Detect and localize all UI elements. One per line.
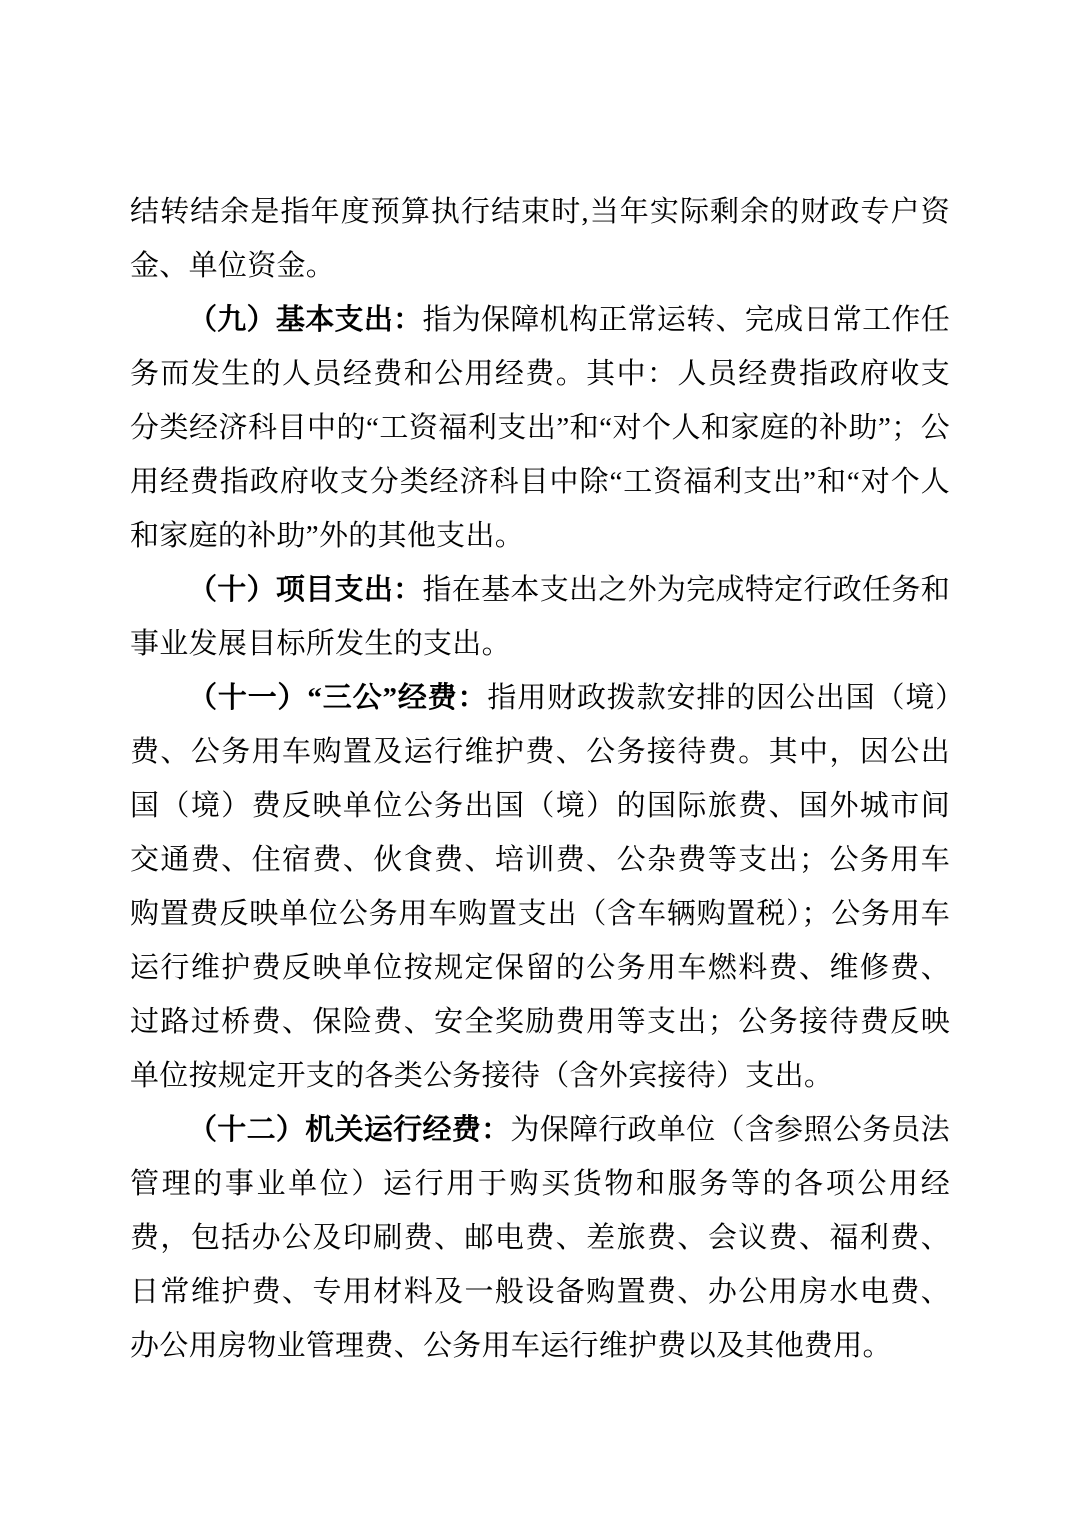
paragraph-text: 结转结余是指年度预算执行结束时,当年实际剩余的财政专户资金、单位资金。: [130, 196, 950, 282]
term-label: （九）基本支出：: [188, 304, 423, 336]
term-label: （十）项目支出：: [188, 574, 423, 606]
paragraph-item-9-basic-expenditure: [130, 293, 950, 563]
document-content: [130, 185, 950, 1373]
term-label: （十一）“三公”经费：: [188, 682, 488, 714]
paragraph-item-10-project-expenditure: [130, 563, 950, 671]
paragraph-item-11-three-public-funds: [130, 671, 950, 1103]
paragraph-text: 指用财政拨款安排的因公出国（境）费、公务用车购置及运行维护费、公务接待费。其中，因公出国（境）费反映单位公务出国（境）的国际旅费、国外城市间交通费、住宿费、伙食费、培训费、公杂费等支出；公务用车购置费反映单位公务用车购置支出（含车辆购置税）；公务用车运行维护费反映单位按规定保留的公务用车燃料费、维修费、过路过桥费、保险费、安全奖励费用等支出；公务接待费反映单位按规定开支的各类公务接待（含外宾接待）支出。: [130, 682, 950, 1092]
paragraph-text: 为保障行政单位（含参照公务员法管理的事业单位）运行用于购买货物和服务等的各项公用经费，包括办公及印刷费、邮电费、差旅费、会议费、福利费、日常维护费、专用材料及一般设备购置费、办公用房水电费、办公用房物业管理费、公务用车运行维护费以及其他费用。: [130, 1114, 950, 1362]
paragraph-text: 指为保障机构正常运转、完成日常工作任务而发生的人员经费和公用经费。其中：人员经费指政府收支分类经济科目中的“工资福利支出”和“对个人和家庭的补助”；公用经费指政府收支分类经济科目中除“工资福利支出”和“对个人和家庭的补助”外的其他支出。: [130, 304, 950, 552]
paragraph-text: 指在基本支出之外为完成特定行政任务和事业发展目标所发生的支出。: [130, 574, 950, 660]
paragraph-item-12-agency-operating-funds: [130, 1103, 950, 1373]
paragraph-carryover: [130, 185, 950, 293]
term-label: （十二）机关运行经费：: [188, 1114, 511, 1146]
